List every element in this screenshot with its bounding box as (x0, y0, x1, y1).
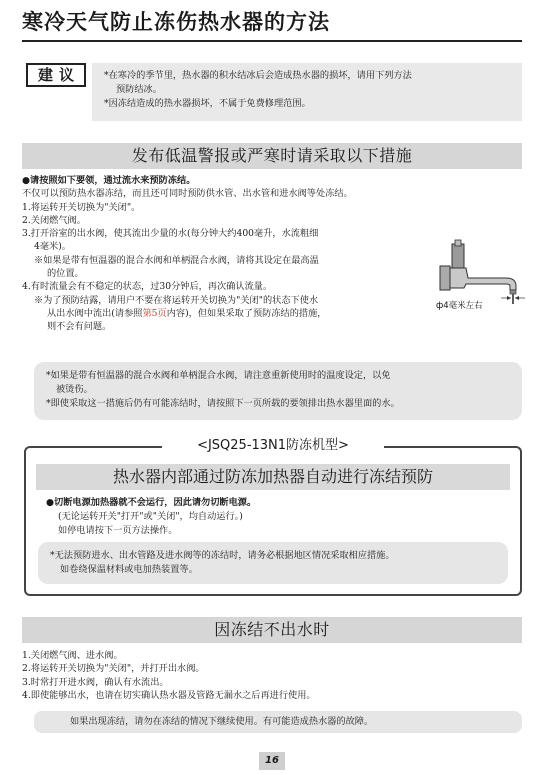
model-line-1: (无论运转开关"打开"或"关闭"，均自动运行。) (58, 511, 243, 522)
section1-body (22, 174, 422, 334)
section1-step-3: 3.打开浴室的出水阀，使其流出少量的水(每分钟大约400毫升，水流粗细 (22, 228, 319, 240)
section1-note-2-cont (22, 307, 422, 320)
section1-note-1-cont: 的位置。 (47, 268, 84, 280)
note-2-text-a: 从出水阀中流出(请参照 (47, 307, 143, 319)
faucet-illustration (436, 238, 526, 314)
faucet-diameter-label: ф4毫米左右 (436, 301, 483, 311)
section1-note-2: ※为了预防结露，请用户不要在将运转开关切换为"关闭"的状态下使水 (34, 294, 319, 306)
model-note-1-cont: 如卷绕保温材料或电加热装置等。 (60, 564, 198, 575)
advice-box (92, 63, 522, 121)
section1-note-thermostat: *如果是带有恒温器的混合水阀和单柄混合水阀，请注意重新使用时的温度设定，以免 (46, 370, 391, 381)
section1-step-2: 2.关闭燃气阀。 (22, 214, 86, 226)
model-line-2: 如停电请按下一页方法操作。 (58, 525, 178, 536)
section3-step-3: 3.时常打开进水阀，确认有水流出。 (22, 676, 169, 688)
section1-step-3-cont: 4毫米)。 (34, 241, 71, 253)
model-notes (38, 542, 508, 584)
page-5-link[interactable]: 第5页 (142, 307, 167, 319)
section1-note-thermostat-cont: 被烫伤。 (56, 384, 93, 395)
section1-note-1: ※如果是带有恒温器的混合水阀和单柄混合水阀，请将其设定在最高温 (34, 254, 319, 266)
advice-line-3: *因冻结造成的热水器损坏，不属于免费修理范围。 (104, 98, 311, 109)
section-header-low-temp: 发布低温警报或严寒时请采取以下措施 (22, 143, 522, 169)
section3-step-2: 2.将运转开关切换为"关闭"，并打开出水阀。 (22, 663, 205, 675)
model-body (46, 496, 256, 538)
note-2-text-b: 内容)，但如果采取了预防冻结的措施， (166, 307, 327, 319)
page-title: 寒冷天气防止冻伤热水器的方法 (22, 10, 330, 34)
section1-note-2-end: 则不会有问题。 (47, 321, 112, 333)
section-header-frozen: 因冻结不出水时 (22, 617, 522, 643)
section3-step-4: 4.即使能够出水，也请在切实确认热水器及管路无漏水之后再进行使用。 (22, 689, 316, 701)
page-number: 16 (259, 752, 285, 770)
section1-line: 不仅可以预防热水器冻结，而且还可同时预防供水管、出水管和进水阀等处冻结。 (22, 188, 353, 200)
section1-lead: ●请按照如下要领，通过流水来预防冻结。 (22, 175, 196, 186)
section1-note-drain: *即使采取这一措施后仍有可能冻结时，请按照下一页所载的要领排出热水器里面的水。 (46, 398, 400, 409)
advice-label: 建议 (26, 63, 86, 87)
model-lead: ●切断电源加热器就不会运行，因此请勿切断电源。 (46, 497, 257, 508)
title-underline (22, 40, 522, 42)
section1-notes (34, 362, 522, 420)
model-subheader: 热水器内部通过防冻加热器自动进行冻结预防 (36, 464, 510, 490)
model-title: <JSQ25-13N1防冻机型> (162, 437, 384, 455)
section1-step-1: 1.将运转开关切换为"关闭"。 (22, 201, 141, 213)
section3-note: 如果出现冻结，请勿在冻结的情况下继续使用。有可能造成热水器的故障。 (34, 711, 522, 733)
section1-step-4: 4.有时流量会有不稳定的状态，过30分钟后，再次确认流量。 (22, 281, 273, 293)
advice-line-2: 预防结冰。 (116, 84, 162, 95)
advice-line-1: *在寒冷的季节里，热水器的积水结冰后会造成热水器的损坏，请用下列方法 (104, 70, 412, 81)
section3-body (22, 649, 522, 702)
section3-step-1: 1.关闭燃气阀、进水阀。 (22, 650, 123, 661)
model-note-1: *无法预防进水、出水管路及进水阀等的冻结时，请务必根据地区情况采取相应措施。 (50, 550, 395, 561)
